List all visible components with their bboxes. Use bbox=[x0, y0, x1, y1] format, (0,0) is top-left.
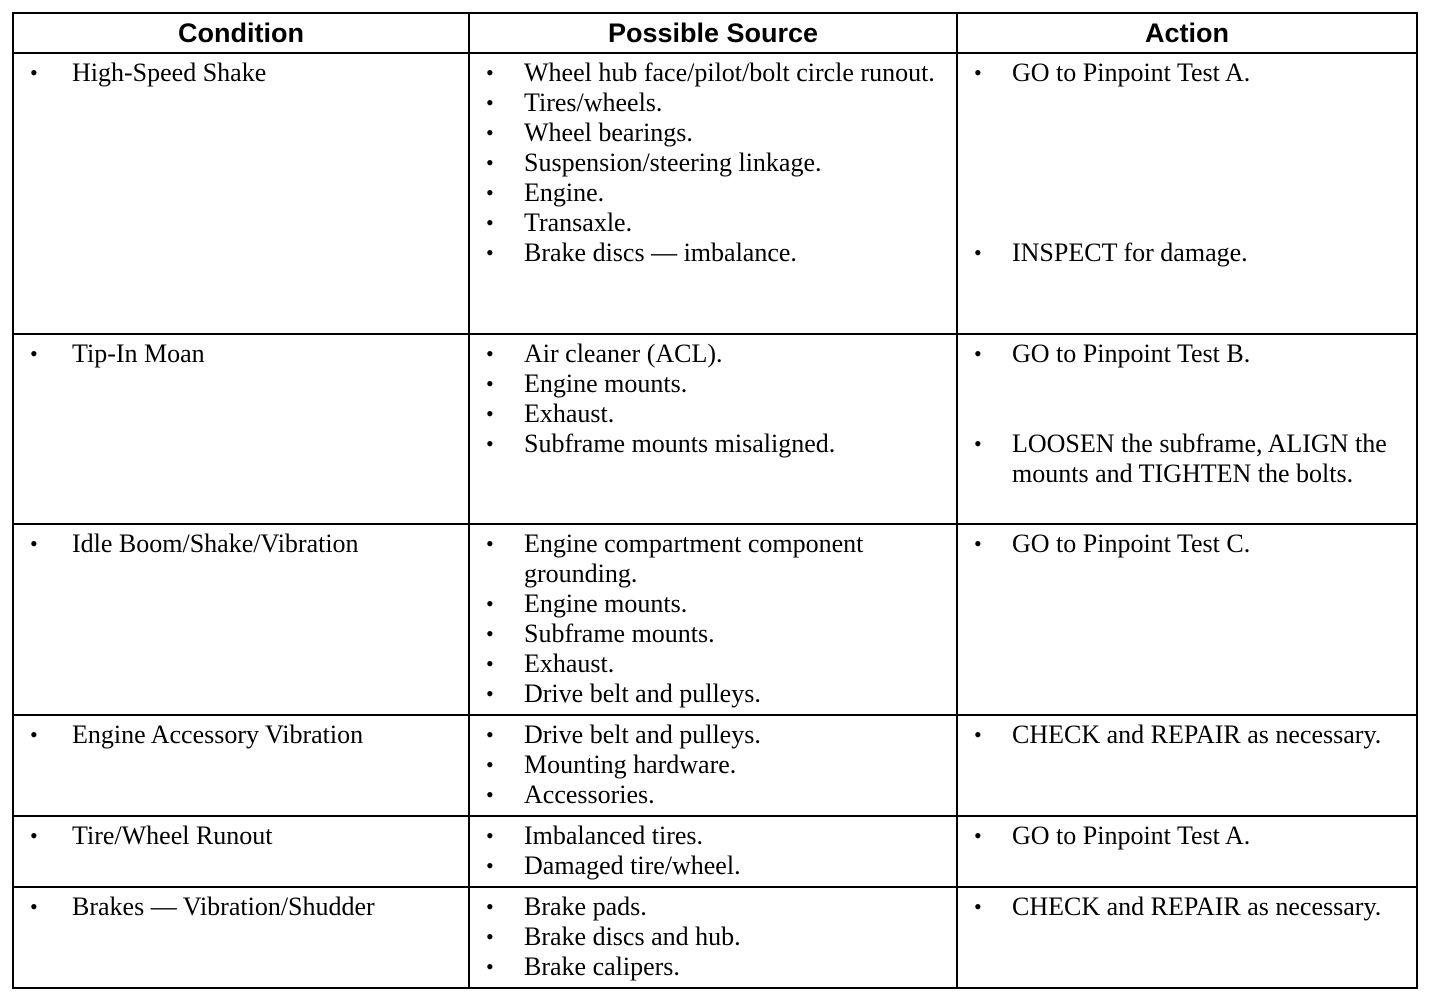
action-cell bbox=[957, 715, 1417, 816]
possible-source-header: Possible Source bbox=[469, 13, 957, 53]
condition-cell bbox=[13, 334, 469, 524]
source-item: • Brake calipers. bbox=[480, 952, 950, 982]
source-item: • Brake pads. bbox=[480, 892, 950, 922]
condition-item: • Tip-In Moan bbox=[24, 339, 462, 369]
diagnosis-table bbox=[12, 12, 1418, 989]
condition-item: • Engine Accessory Vibration bbox=[24, 720, 462, 750]
source-cell bbox=[469, 715, 957, 816]
action-header: Action bbox=[957, 13, 1417, 53]
source-item: • Wheel bearings. bbox=[480, 118, 950, 148]
source-item: • Engine mounts. bbox=[480, 369, 950, 399]
source-item: • Accessories. bbox=[480, 780, 950, 810]
condition-cell bbox=[13, 715, 469, 816]
action-item: • CHECK and REPAIR as necessary. bbox=[968, 892, 1410, 922]
source-item: • Exhaust. bbox=[480, 399, 950, 429]
action-item: • GO to Pinpoint Test B. bbox=[968, 339, 1410, 369]
table-row bbox=[13, 53, 1417, 334]
source-item: • Exhaust. bbox=[480, 649, 950, 679]
source-item: • Drive belt and pulleys. bbox=[480, 720, 950, 750]
source-item: • Engine mounts. bbox=[480, 589, 950, 619]
table-row bbox=[13, 816, 1417, 887]
condition-cell bbox=[13, 887, 469, 988]
source-item: • Brake discs — imbalance. bbox=[480, 238, 950, 268]
action-item: • GO to Pinpoint Test C. bbox=[968, 529, 1410, 559]
condition-item: • Idle Boom/Shake/Vibration bbox=[24, 529, 462, 559]
action-cell bbox=[957, 887, 1417, 988]
header-row bbox=[13, 13, 1417, 53]
action-item: • INSPECT for damage. bbox=[968, 238, 1410, 268]
condition-item: • Tire/Wheel Runout bbox=[24, 821, 462, 851]
action-item: • GO to Pinpoint Test A. bbox=[968, 821, 1410, 851]
source-item: • Damaged tire/wheel. bbox=[480, 851, 950, 881]
source-item: • Engine compartment component grounding. bbox=[480, 529, 950, 589]
condition-header: Condition bbox=[13, 13, 469, 53]
action-item: • LOOSEN the subframe, ALIGN the mounts and TIGHTEN the bolts. bbox=[968, 429, 1410, 489]
source-cell bbox=[469, 816, 957, 887]
source-cell bbox=[469, 887, 957, 988]
action-item: • GO to Pinpoint Test A. bbox=[968, 58, 1410, 88]
source-item: • Drive belt and pulleys. bbox=[480, 679, 950, 709]
source-item: • Mounting hardware. bbox=[480, 750, 950, 780]
source-item: • Suspension/steering linkage. bbox=[480, 148, 950, 178]
source-item: • Air cleaner (ACL). bbox=[480, 339, 950, 369]
source-item: • Brake discs and hub. bbox=[480, 922, 950, 952]
source-cell bbox=[469, 53, 957, 334]
condition-item: • High-Speed Shake bbox=[24, 58, 462, 88]
source-item: • Imbalanced tires. bbox=[480, 821, 950, 851]
action-item: • CHECK and REPAIR as necessary. bbox=[968, 720, 1410, 750]
condition-cell bbox=[13, 816, 469, 887]
table-row bbox=[13, 887, 1417, 988]
table-row bbox=[13, 334, 1417, 524]
condition-item: • Brakes — Vibration/Shudder bbox=[24, 892, 462, 922]
action-cell bbox=[957, 334, 1417, 524]
condition-cell bbox=[13, 524, 469, 715]
action-cell bbox=[957, 816, 1417, 887]
source-cell bbox=[469, 524, 957, 715]
source-item: • Engine. bbox=[480, 178, 950, 208]
table-row bbox=[13, 715, 1417, 816]
source-item: • Subframe mounts. bbox=[480, 619, 950, 649]
source-cell bbox=[469, 334, 957, 524]
source-item: • Tires/wheels. bbox=[480, 88, 950, 118]
condition-cell bbox=[13, 53, 469, 334]
action-cell bbox=[957, 53, 1417, 334]
source-item: • Subframe mounts misaligned. bbox=[480, 429, 950, 459]
action-cell bbox=[957, 524, 1417, 715]
source-item: • Transaxle. bbox=[480, 208, 950, 238]
table-row bbox=[13, 524, 1417, 715]
source-item: • Wheel hub face/pilot/bolt circle runout. bbox=[480, 58, 950, 88]
